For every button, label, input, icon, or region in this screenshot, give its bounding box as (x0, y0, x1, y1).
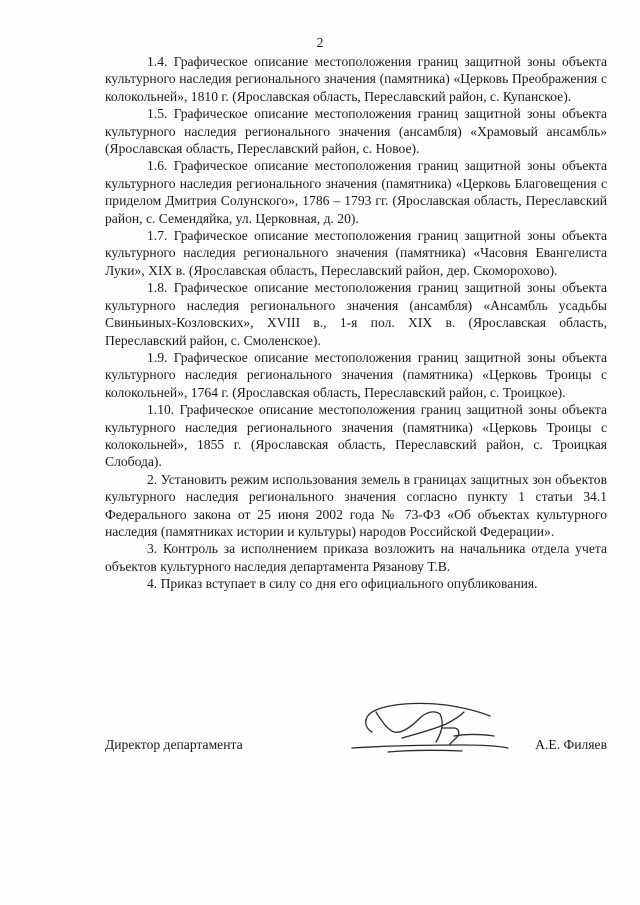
paragraph-4: 4. Приказ вступает в силу со дня его официального опубликования. (147, 576, 538, 592)
paragraph-1-4: 1.4. Графическое описание местоположения границ защитной зоны объекта культурного наследия регионального значения (памятника) «Церковь Преображения с колокольней», 1810 г. (Ярославская область, Переславский район, с. Купанское). (105, 54, 607, 104)
paragraph-3: 3. Контроль за исполнением приказа возложить на начальника отдела учета объектов культурного наследия департамента Рязанову Т.В. (105, 541, 607, 574)
paragraph-1-5: 1.5. Графическое описание местоположения границ защитной зоны объекта культурного наследия регионального значения (ансамбля) «Храмовый ансамбль» (Ярославская область, Переславский район, с. Новое). (105, 106, 607, 157)
page-number: 2 (316, 35, 324, 50)
paragraph-1-8: 1.8. Графическое описание местоположения границ защитной зоны объекта культурного наследия регионального значения (ансамбля) «Ансамбль усадьбы Свиньиных-Козловских», XVIII в., 1-я пол. XIX в. (Ярославская область, Переславский район, с. Смоленское). (105, 280, 607, 348)
document-body (105, 53, 607, 593)
signer-title: Директор департамента (105, 737, 243, 752)
paragraph-1-6: 1.6. Графическое описание местоположения границ защитной зоны объекта культурного наследия регионального значения (памятника) «Церковь Благовещения с приделом Дмитрия Солунского», 1786 – 1793 гг. (Ярославская область, Переславский район, с. Семендяйка, ул. Церковная, д. 20). (105, 158, 607, 226)
paragraph-1-10: 1.10. Графическое описание местоположения границ защитной зоны объекта культурного наследия регионального значения (памятника) «Церковь Троицы с колокольней», 1855 г. (Ярославская область, Переславский район, с. Троицкая Слобода). (105, 402, 607, 470)
signer-name: А.Е. Филяев (535, 737, 607, 752)
paragraph-1-9: 1.9. Графическое описание местоположения границ защитной зоны объекта культурного наследия регионального значения (памятника) «Церковь Троицы с колокольней», 1764 г. (Ярославская область, Переславский район, с. Троицкое). (105, 349, 607, 400)
paragraph-2: 2. Установить режим использования земель в границах защитных зон объектов культурного наследия регионального значения согласно пункту 1 статьи 34.1 Федерального закона от 25 июня 2002 года № 73-ФЗ «Об объектах культурного наследия (памятниках истории и культуры) народов Российской Федерации». (105, 471, 607, 539)
signature-block (105, 736, 607, 756)
handwritten-signature (342, 698, 512, 760)
paragraph-1-7: 1.7. Графическое описание местоположения границ защитной зоны объекта культурного наследия регионального значения (памятника) «Часовня Евангелиста Луки», XIX в. (Ярославская область, Переславский район, дер. Скоморохово). (105, 228, 607, 278)
